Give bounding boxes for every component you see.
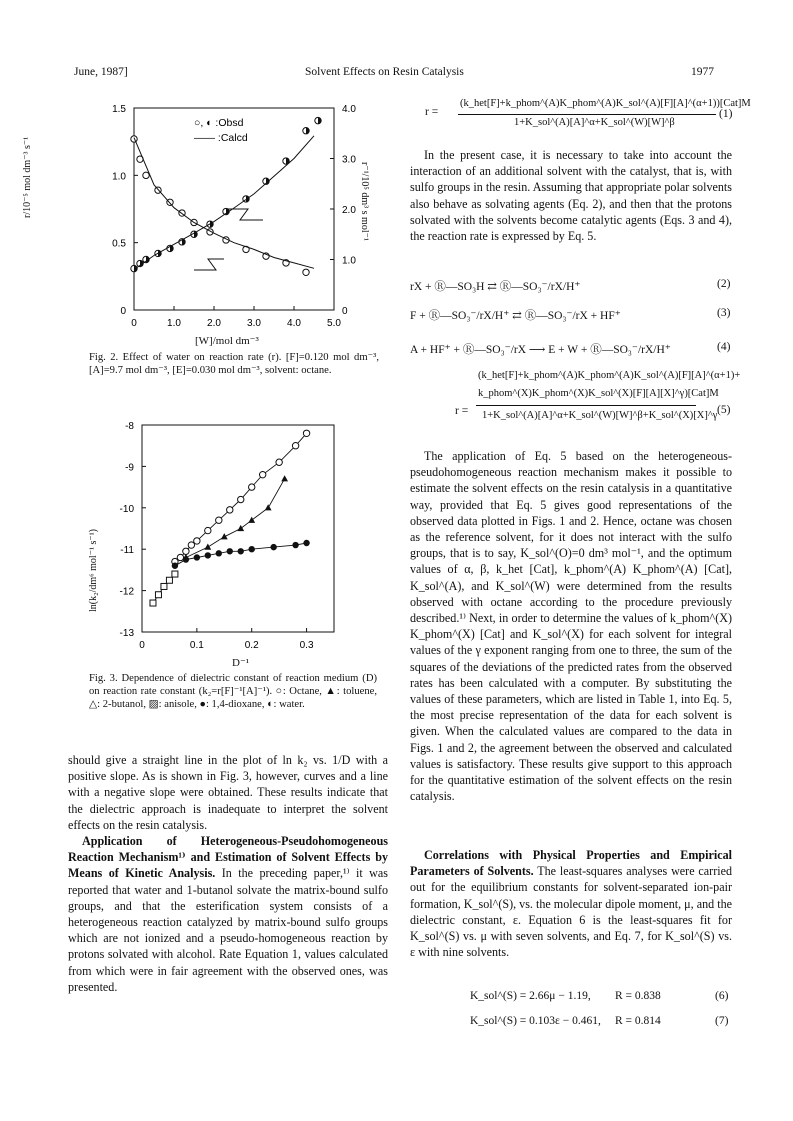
paragraph: should give a straight line in the plot of ln k₂ vs. 1/D with a positive slope. As is shown in Fig. 3, however, curves and a line with a negative slope were obtained. These results indicate that the dielectric approach is inadequate to interpret the solvent effects on the resin catalysis. xyxy=(68,753,388,832)
plot-frame xyxy=(142,425,334,632)
axis-pointer-left xyxy=(194,259,224,270)
y-tick-label: -12 xyxy=(119,586,134,598)
eq4-label: (4) xyxy=(717,341,731,353)
equation-6: K_sol^(S) = 2.66μ − 1.19, xyxy=(470,990,591,1002)
figure-3 xyxy=(100,415,360,655)
calcd-curve xyxy=(134,136,314,270)
y2-tick-label: 3.0 xyxy=(342,154,356,166)
eq1-label: (1) xyxy=(719,108,733,120)
y-tick-label: -10 xyxy=(119,503,134,515)
eq1-numerator: (k_het[F]+k_phom^(A)K_phom^(A)K_sol^(A)[F][A]^(α+1))[Cat]M xyxy=(460,98,751,109)
y-tick-label: 1.0 xyxy=(112,171,126,183)
data-point xyxy=(281,475,288,481)
equation-4: A + HF⁺ + Ⓡ—SO₃⁻/rX ⟶ E + W + Ⓡ—SO₃⁻/rX/H⁺ xyxy=(410,344,671,356)
data-point xyxy=(303,430,309,436)
section-heading: Application of Heterogeneous-Pseudohomogeneous Reaction Mechanism¹⁾ and Estimation of Solvent Effects by Means of Kinetic Analysis. xyxy=(68,834,388,881)
data-point xyxy=(150,600,156,606)
fig2-xlabel: [W]/mol dm⁻³ xyxy=(195,335,259,347)
equation-3: F + Ⓡ—SO₃⁻/rX/H⁺ ⇄ Ⓡ—SO₃⁻/rX + HF⁺ xyxy=(410,310,621,322)
y-tick-label: 0 xyxy=(120,306,126,317)
x-tick-label: 5.0 xyxy=(327,318,341,329)
running-head-title: Solvent Effects on Resin Catalysis xyxy=(305,66,464,78)
data-point xyxy=(221,533,228,539)
data-point xyxy=(216,517,222,523)
x-tick-label: 2.0 xyxy=(207,318,221,329)
section-heading: Correlations with Physical Properties and Empirical Parameters of Solvents. xyxy=(410,848,732,879)
section-2 xyxy=(410,847,732,960)
y-tick-label: 1.5 xyxy=(112,104,126,115)
fig2-ylabel-right: r⁻¹/10⁵ dm³ s mol⁻¹ xyxy=(359,162,370,241)
data-point xyxy=(292,443,298,449)
y2-tick-label: 0 xyxy=(342,306,348,317)
data-point xyxy=(183,548,189,554)
data-point xyxy=(292,542,298,548)
data-point xyxy=(172,571,178,577)
y-tick-label: -13 xyxy=(119,628,134,639)
legend-calcd: —— :Calcd xyxy=(194,132,248,144)
figure-2 xyxy=(78,96,378,346)
axis-pointer-right xyxy=(228,209,263,220)
data-point xyxy=(194,538,200,544)
eq6-r-value: R = 0.838 xyxy=(615,990,661,1002)
x-tick-label: 0.3 xyxy=(299,640,314,651)
eq2-label: (2) xyxy=(717,278,731,290)
equation-2: rX + Ⓡ—SO₃H ⇄ Ⓡ—SO₃⁻/rX/H⁺ xyxy=(410,281,581,293)
eq7-r-value: R = 0.814 xyxy=(615,1015,661,1027)
fig3-caption: Fig. 3. Dependence of dielectric constant of reaction medium (D) on reaction rate constant (k₂=r[F]⁻¹[A]⁻¹). ○: Octane, ▲: toluene, △: 2-butanol, ▨: anisole, ●: 1,4-dioxane, ◐: water. xyxy=(89,673,377,710)
eq5-numerator-1: (k_het[F]+k_phom^(A)K_phom^(A)K_sol^(A)[F][A]^(α+1)+ xyxy=(478,370,741,381)
data-point xyxy=(249,546,255,552)
x-tick-label: 4.0 xyxy=(287,318,301,329)
obsd-point xyxy=(131,136,137,142)
fig3-xlabel: D⁻¹ xyxy=(232,657,250,669)
data-point xyxy=(155,592,161,598)
paragraph: The application of Eq. 5 based on the heterogeneous-pseudohomogeneous reaction mechanism makes it possible to estimate the solvent effects on the resin catalysis in a quantitative way, provided that Eq. 5 gives good representations of the observed data plotted in Figs. 1 and 2. Hence, octane was chosen as the reference solvent, for it does not interact with the sulfo groups, that is to say, K_sol^(O)=0 dm³ mol⁻¹, and the optimum values of α, β, k_het [Cat], k_phom^(A) K_phom^(A) [Cat], K_sol^(A), and K_sol^(W) were determined from the results observed with octane according to the procedure previously described.¹⁾ Next, in order to determine the values of k_phom^(X) K_phom^(X) [Cat] and K_sol^(X) for each solvent for integral values of the γ exponent ranging from one to three, the sum of the squares of the deviations of the predicted rates from the observed rates has been calculated with a computer. By substituting the values of these parameters, which are listed in Table 1, into Eq. 5, the most precise representation of the data for each solvent is given. When the calculated values are compared to the data in Figs. 1 and 2, the agreement between the observed and calculated values is satisfactory. These results give support to this approach for the quantitative estimation of the solvent effects on the resin catalysis. xyxy=(410,449,732,804)
data-point xyxy=(161,583,167,589)
data-point xyxy=(205,552,211,558)
page-number: 1977 xyxy=(691,66,714,78)
x-tick-label: 0.1 xyxy=(189,640,204,651)
y-tick-label: -8 xyxy=(125,421,134,432)
data-point xyxy=(227,548,233,554)
data-point xyxy=(265,504,272,510)
eq1-denominator: 1+K_sol^(A)[A]^α+K_sol^(W)[W]^β xyxy=(514,117,675,128)
data-point xyxy=(216,550,222,556)
eq5-denominator: 1+K_sol^(A)[A]^α+K_sol^(W)[W]^β+K_sol^(X)[X]^γ xyxy=(482,410,718,421)
data-point xyxy=(205,527,211,533)
data-point xyxy=(270,544,276,550)
y2-tick-label: 4.0 xyxy=(342,104,356,115)
y2-tick-label: 2.0 xyxy=(342,205,356,216)
data-point xyxy=(194,554,200,560)
paragraph: The least-squares analyses were carried out for the equilibrium constants for solvent-separated ion-pair formation, K_sol^(S), vs. the molecular dipole moment, μ, and the dielectric constant, ε. Equation 6 is the least-squares fit for K_sol^(S) vs. μ with seven solvents, and Eq. 7, for K_sol^(S) vs. ε with nine solvents. xyxy=(410,864,732,960)
data-point xyxy=(237,525,244,531)
data-point xyxy=(303,540,309,546)
data-point xyxy=(172,563,178,569)
data-point xyxy=(248,517,255,523)
left-column xyxy=(68,752,388,995)
legend-obsd: ○, ◐ :Obsd xyxy=(194,117,244,129)
data-point xyxy=(227,507,233,513)
paragraph: In the present case, it is necessary to take into account the interaction of an additional solvent with the catalyst, that is, with sulfo groups in the resin. Assuming that appropriate polar solvents also behave as solvating agents (Eq. 2), and then that the protons solvated with the solvents become catalytic agents (Eqs. 3 and 4), the reaction rate is expressed by Eq. 5. xyxy=(410,148,732,244)
data-point xyxy=(166,577,172,583)
data-point xyxy=(238,548,244,554)
data-point xyxy=(238,496,244,502)
eq6-label: (6) xyxy=(715,990,729,1002)
data-point xyxy=(276,459,282,465)
x-tick-label: 0.2 xyxy=(244,640,259,651)
fig2-ylabel-left: r/10⁻⁵ mol dm⁻³ s⁻¹ xyxy=(22,136,33,218)
equation-7: K_sol^(S) = 0.103ε − 0.461, xyxy=(470,1015,601,1027)
fit-line xyxy=(186,479,285,558)
data-point xyxy=(177,554,183,560)
data-point xyxy=(249,484,255,490)
y-tick-label: 0.5 xyxy=(112,238,126,250)
running-head-left: June, 1987] xyxy=(74,66,128,78)
eq3-label: (3) xyxy=(717,307,731,319)
data-point xyxy=(188,542,194,548)
fig2-caption: Fig. 2. Effect of water on reaction rate (r). [F]=0.120 mol dm⁻³, [A]=9.7 mol dm⁻³, [E]=0.030 mol dm⁻³, solvent: octane. xyxy=(89,352,379,376)
fig3-ylabel: ln(k₂/dm⁶ mol⁻¹ s⁻¹) xyxy=(88,529,99,612)
eq7-label: (7) xyxy=(715,1015,729,1027)
eq5-numerator-2: k_phom^(X)K_phom^(X)K_sol^(X)[F][A][X]^γ)[Cat]M xyxy=(478,388,719,399)
x-tick-label: 0 xyxy=(131,318,137,329)
obsd-point xyxy=(143,172,149,178)
calcd-curve xyxy=(134,138,314,269)
x-tick-label: 3.0 xyxy=(247,318,261,329)
eq5-label: (5) xyxy=(717,404,731,416)
data-point xyxy=(204,544,211,550)
x-tick-label: 1.0 xyxy=(167,318,181,329)
obsd-point xyxy=(303,269,309,275)
y-tick-label: -9 xyxy=(125,462,134,474)
data-point xyxy=(259,471,265,477)
y-tick-label: -11 xyxy=(120,545,134,557)
data-point xyxy=(183,556,189,562)
x-tick-label: 0 xyxy=(139,640,145,651)
y2-tick-label: 1.0 xyxy=(342,255,356,267)
paragraph: In the preceding paper,¹⁾ it was reported that water and 1-butanol solvate the matrix-bound sulfo groups, and that the esterification system consists of a heterogeneous reaction catalyzed by matrix-bound sulfo groups which are not ionized and a pseudo-homogeneous reaction by protons solvated with alcohol. Rate Equation 1, values calculated from which were in fair agreement with the observed ones, was presented. xyxy=(68,866,388,994)
